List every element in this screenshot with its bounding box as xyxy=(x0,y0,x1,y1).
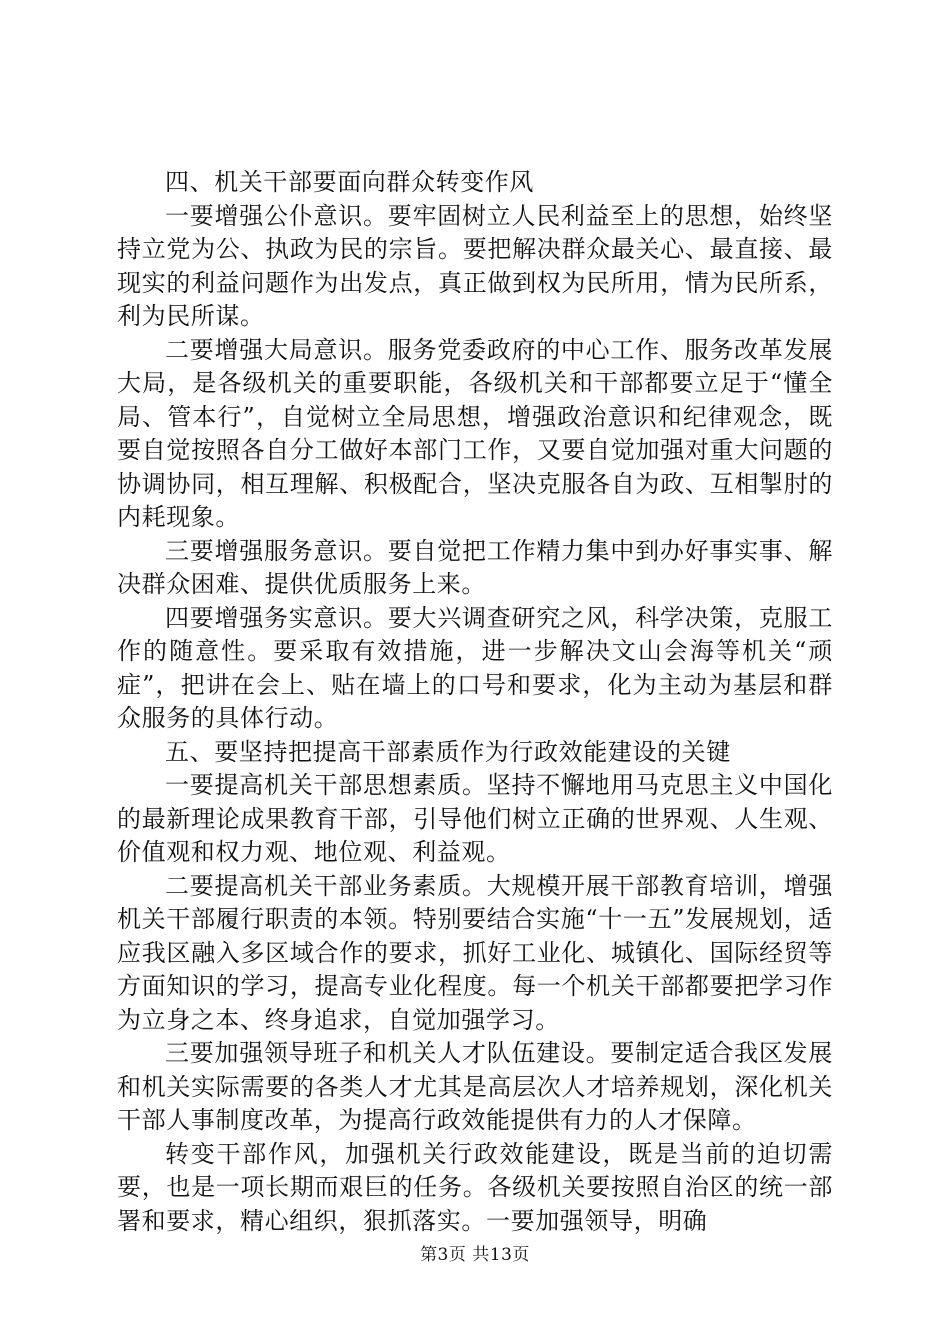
page-number-footer: 第3页 共13页 xyxy=(420,1245,530,1265)
paragraph: 转变干部作风，加强机关行政效能建设，既是当前的迫切需要，也是一项长期而艰巨的任务。各级机关要按照自治区的统一部署和要求，精心组织，狠抓落实。一要加强领导，明确 xyxy=(117,1139,833,1235)
paragraph: 二要增强大局意识。服务党委政府的中心工作、服务改革发展大局，是各级机关的重要职能，各级机关和干部都要立足于“懂全局、管本行”，自觉树立全局思想，增强政治意识和纪律观念，既要自觉按照各自分工做好本部门工作，又要自觉加强对重大问题的协调协同，相互理解、积极配合，坚决克服各自为政、互相掣肘的内耗现象。 xyxy=(117,335,833,531)
paragraph: 一要提高机关干部思想素质。坚持不懈地用马克思主义中国化的最新理论成果教育干部，引导他们树立正确的世界观、人生观、价值观和权力观、地位观、利益观。 xyxy=(117,771,833,866)
paragraph: 三要加强领导班子和机关人才队伍建设。要制定适合我区发展和机关实际需要的各类人才尤其是高层次人才培养规划，深化机关干部人事制度改革，为提高行政效能提供有力的人才保障。 xyxy=(117,1039,833,1134)
section-heading-4: 四、机关干部要面向群众转变作风 xyxy=(165,168,534,196)
document-body xyxy=(117,166,833,1238)
paragraph: 四要增强务实意识。要大兴调查研究之风，科学决策，克服工作的随意性。要采取有效措施，进一步解决文山会海等机关“顽症”，把讲在会上、贴在墙上的口号和要求，化为主动为基层和群众服务的具体行动。 xyxy=(117,603,833,732)
paragraph: 二要提高机关干部业务素质。大规模开展干部教育培训，增强机关干部履行职责的本领。特别要结合实施“十一五”发展规划，适应我区融入多区域合作的要求，抓好工业化、城镇化、国际经贸等方面知识的学习，提高专业化程度。每一个机关干部都要把学习作为立身之本、终身追求，自觉加强学习。 xyxy=(117,871,833,1034)
section-heading-5: 五、要坚持把提高干部素质作为行政效能建设的关键 xyxy=(165,737,731,766)
paragraph: 一要增强公仆意识。要牢固树立人民利益至上的思想，始终坚持立党为公、执政为民的宗旨。要把解决群众最关心、最直接、最现实的利益问题作为出发点，真正做到权为民所用，情为民所系，利为民所谋。 xyxy=(117,201,833,330)
paragraph: 三要增强服务意识。要自觉把工作精力集中到办好事实事、解决群众困难、提供优质服务上来。 xyxy=(117,536,833,598)
